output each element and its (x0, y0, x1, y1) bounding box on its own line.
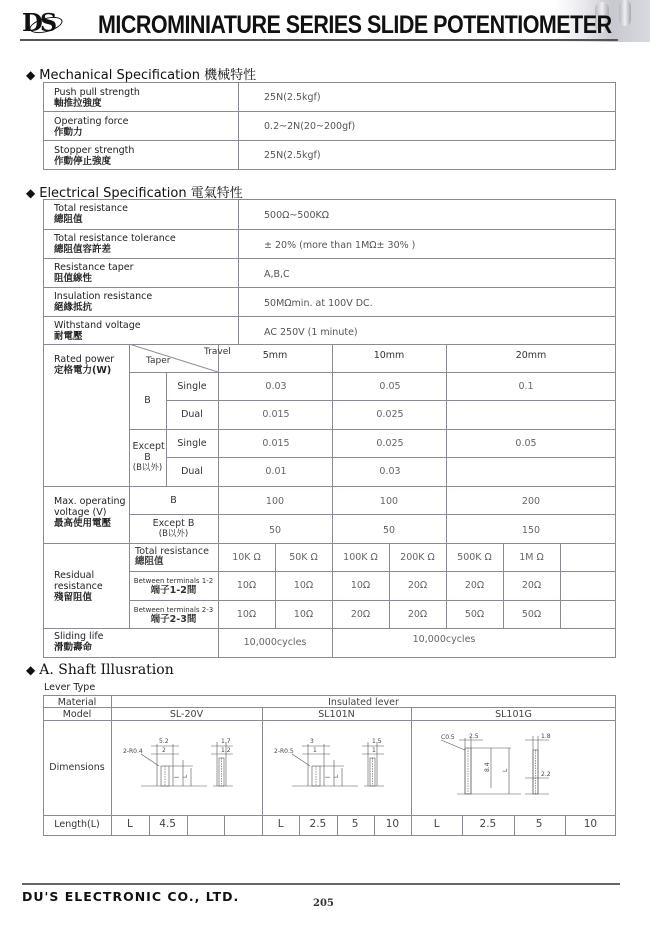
diamond-bullet-icon: ◆ (26, 68, 36, 82)
length-value: 2.5 (309, 818, 327, 830)
label-en: Resistance taper (54, 262, 134, 273)
residual-value: 20Ω (407, 609, 428, 620)
residual-row-label (129, 600, 218, 629)
electrical-section-title: ◆ Electrical Specification 電氣特性 (26, 186, 243, 201)
model-label: Model (62, 709, 92, 720)
svg-text:8.4: 8.4 (484, 762, 491, 772)
residual-value: 1M Ω (519, 552, 544, 563)
svg-text:2-R0.5: 2-R0.5 (274, 748, 294, 755)
grid-line (166, 400, 616, 401)
spec-label (54, 320, 141, 342)
type-label: Dual (181, 466, 203, 477)
length-value: L (277, 818, 284, 830)
company-name: DU'S ELECTRONIC CO., LTD. (22, 889, 240, 904)
rated-power-value: 0.015 (262, 409, 290, 420)
label-en: Total resistance (135, 546, 209, 557)
spec-value: AC 250V (1 minute) (264, 327, 358, 338)
spec-label (54, 116, 128, 138)
grid-line (560, 543, 561, 628)
label-zh: 端子2-3間 (150, 613, 197, 625)
dimensions-label: Dimensions (49, 762, 105, 773)
label-zh: 耐電壓 (54, 331, 83, 342)
taper-name: B (144, 395, 151, 406)
label-en: Insulation resistance (54, 291, 153, 302)
spec-value: ± 20% (more than 1MΩ± 30% ) (264, 240, 416, 251)
label-zh: 殘留阻值 (54, 592, 93, 603)
grid-line (166, 457, 616, 458)
svg-text:2-R0.4: 2-R0.4 (123, 748, 143, 755)
label-en: Push pull strength (54, 87, 140, 98)
grid-line (43, 720, 616, 721)
label-zh: 定格電力(W) (54, 365, 112, 376)
residual-label (54, 570, 124, 603)
svg-text:3: 3 (310, 738, 314, 745)
rated-power-value: 0.03 (265, 381, 287, 392)
label-en: Residual resistance (54, 570, 103, 592)
label-zh: 總阻值容許差 (54, 244, 112, 255)
model-name: SL-20V (169, 709, 204, 720)
label-en: Rated power (54, 354, 115, 365)
grid-line (224, 815, 225, 836)
svg-text:L: L (182, 774, 189, 778)
type-label: Single (177, 381, 207, 392)
label-zh: 總阻值 (54, 214, 83, 225)
dimension-drawing (121, 728, 252, 800)
label-zh: 阻值線性 (54, 273, 93, 284)
grid-line (129, 429, 616, 430)
spec-value: 25N(2.5kgf) (264, 92, 321, 103)
svg-text:1.5: 1.5 (372, 738, 382, 745)
rated-power-value: 0.05 (515, 438, 537, 449)
label-en: Between terminals 1-2 (133, 576, 214, 585)
length-label: Length(L) (54, 819, 100, 830)
residual-value: 10Ω (236, 609, 257, 620)
label-en: Between terminals 2-3 (133, 605, 214, 614)
rated-power-value: 0.01 (265, 466, 287, 477)
length-value: 10 (385, 818, 400, 830)
residual-value: 500K Ω (457, 552, 492, 563)
label-zh: 作動力 (54, 127, 83, 138)
svg-text:L: L (502, 768, 509, 772)
sliding-life-label (54, 631, 104, 653)
type-label: Single (177, 438, 207, 449)
rated-power-value: 0.05 (379, 381, 401, 392)
voltage-value: 100 (379, 496, 399, 507)
model-name: SL101N (318, 709, 355, 720)
svg-text:1: 1 (372, 747, 376, 754)
label-zh: 作動停止強度 (54, 156, 112, 167)
rated-power-value: 0.1 (518, 381, 534, 392)
rated-power-value: 0.03 (379, 466, 401, 477)
residual-value: 10K Ω (232, 552, 261, 563)
model-name: SL101G (495, 709, 532, 720)
travel-header: 10mm (373, 350, 405, 361)
svg-text:1.7: 1.7 (221, 738, 231, 745)
grid-line (43, 229, 616, 230)
svg-text:C0.5: C0.5 (441, 734, 455, 741)
header-divider (20, 39, 618, 41)
spec-label (54, 145, 134, 167)
length-value: 4.5 (159, 818, 176, 830)
residual-value: 50Ω (521, 609, 542, 620)
taper-name-zh: (B以外) (158, 528, 189, 539)
residual-value: 20Ω (521, 580, 542, 591)
page-title: MICROMINIATURE SERIES SLIDE POTENTIOMETER (98, 11, 612, 39)
spec-label (54, 87, 140, 109)
grid-line (238, 199, 239, 344)
spec-label (54, 233, 176, 255)
spec-label (54, 291, 152, 313)
grid-line (129, 372, 616, 373)
length-value: 10 (583, 818, 598, 830)
label-en: Stopper strength (54, 145, 135, 156)
residual-row-label (129, 543, 218, 571)
grid-line (262, 707, 263, 836)
voltage-taper-label (129, 514, 218, 543)
rated-power-value: 0.015 (262, 438, 290, 449)
label-zh: 軸推拉強度 (54, 98, 102, 109)
taper-name: Except B (132, 441, 165, 463)
grid-line (43, 287, 616, 288)
corner-travel-label: Travel (204, 347, 231, 357)
residual-value: 10Ω (236, 580, 257, 591)
residual-value: 10Ω (293, 580, 314, 591)
voltage-value: 100 (265, 496, 285, 507)
svg-text:2: 2 (162, 747, 166, 754)
label-zh: 總阻值 (135, 556, 164, 567)
corner-taper-label: Taper (146, 356, 171, 366)
material-label: Material (57, 697, 97, 708)
sliding-life-value: 10,000cycles (243, 637, 307, 648)
spec-label (54, 262, 134, 284)
svg-text:l: l (325, 776, 332, 778)
max-voltage-label (54, 496, 134, 529)
taper-group-label (129, 372, 166, 429)
residual-value: 20Ω (407, 580, 428, 591)
spec-label (54, 203, 128, 225)
type-label: Dual (181, 409, 203, 420)
spec-value: 500Ω~500KΩ (264, 210, 329, 221)
taper-name-zh: (B以外) (132, 463, 163, 473)
length-value: 5 (351, 818, 359, 830)
label-zh: 端子1-2間 (150, 584, 197, 596)
voltage-value: 150 (521, 525, 541, 536)
lever-type-label: Lever Type (44, 682, 96, 693)
page-number: 205 (313, 898, 334, 909)
length-value: 2.5 (479, 818, 497, 830)
voltage-taper-label (129, 486, 218, 514)
length-value: 5 (535, 818, 543, 830)
residual-value: 50Ω (464, 609, 485, 620)
material-value: Insulated lever (328, 697, 399, 708)
dimension-drawing (421, 728, 606, 800)
label-en: Sliding life (54, 631, 104, 642)
voltage-value: 50 (268, 525, 282, 536)
diamond-bullet-icon: ◆ (26, 186, 36, 200)
residual-value: 50K Ω (289, 552, 318, 563)
travel-header: 20mm (515, 350, 547, 361)
grid-line (43, 815, 616, 816)
svg-text:L: L (333, 774, 340, 778)
label-en: Withstand voltage (54, 320, 141, 331)
svg-text:5.2: 5.2 (159, 738, 169, 745)
label-en: Total resistance (54, 203, 128, 214)
grid-line (411, 707, 412, 836)
svg-text:1.8: 1.8 (541, 733, 551, 740)
residual-row-label (129, 571, 218, 600)
label-en: Max. operating voltage (V) (54, 496, 126, 518)
residual-value: 200K Ω (400, 552, 435, 563)
taper-name: Except B (152, 517, 195, 529)
rated-power-label (54, 354, 114, 376)
grid-line (43, 258, 616, 259)
svg-text:1: 1 (313, 747, 317, 754)
taper-name: B (170, 494, 177, 506)
length-value: L (433, 818, 440, 830)
label-en: Operating force (54, 116, 129, 127)
spec-value: 25N(2.5kgf) (264, 150, 321, 161)
svg-text:l: l (174, 776, 181, 778)
taper-group-label (129, 429, 166, 486)
svg-text:2.2: 2.2 (541, 771, 551, 778)
svg-text:1.2: 1.2 (221, 747, 231, 754)
label-zh: 最高使用電壓 (54, 518, 112, 529)
travel-header: 5mm (262, 350, 288, 361)
voltage-value: 50 (382, 525, 396, 536)
dimension-drawing (272, 728, 401, 800)
residual-value: 20Ω (464, 580, 485, 591)
sliding-life-value: 10,000cycles (412, 634, 476, 645)
company-logo: DS (22, 10, 70, 36)
grid-line (187, 815, 188, 836)
rated-power-value: 0.025 (376, 409, 404, 420)
footer-divider (22, 883, 620, 885)
svg-text:2.5: 2.5 (469, 733, 479, 740)
shaft-section-title: ◆ A. Shaft Illusration (26, 662, 174, 678)
spec-value: A,B,C (264, 269, 290, 280)
diamond-bullet-icon: ◆ (26, 663, 36, 677)
residual-value: 100K Ω (343, 552, 378, 563)
length-value: L (126, 818, 133, 830)
residual-value: 20Ω (350, 609, 371, 620)
label-en: Total resistance tolerance (54, 233, 176, 244)
grid-line (43, 316, 616, 317)
spec-value: 0.2~2N(20~200gf) (264, 121, 356, 132)
label-zh: 絕緣抵抗 (54, 302, 93, 313)
spec-value: 50MΩmin. at 100V DC. (264, 298, 373, 309)
residual-value: 10Ω (293, 609, 314, 620)
residual-value: 10Ω (350, 580, 371, 591)
mechanical-section-title: ◆ Mechanical Specification 機械特性 (26, 68, 257, 83)
voltage-value: 200 (521, 496, 541, 507)
label-zh: 滑動壽命 (54, 642, 93, 653)
rated-power-value: 0.025 (376, 438, 404, 449)
